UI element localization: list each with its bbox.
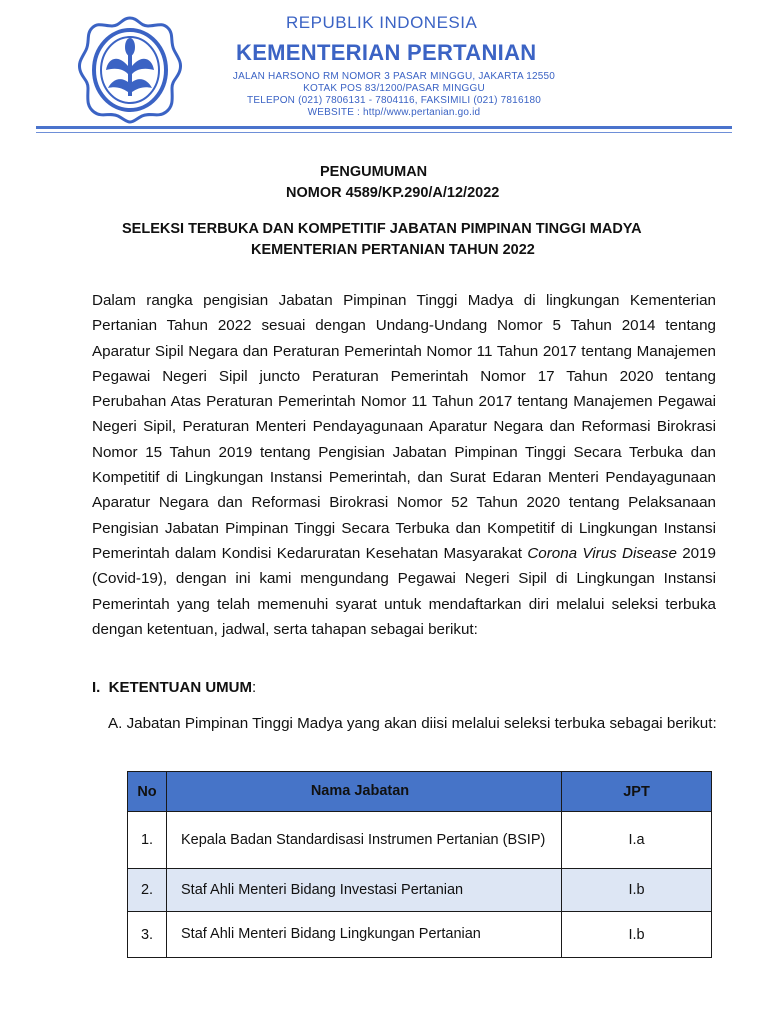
positions-table xyxy=(127,771,712,958)
po-box-line: KOTAK POS 83/1200/PASAR MINGGU xyxy=(303,83,485,94)
announcement-title-line1: SELEKSI TERBUKA DAN KOMPETITIF JABATAN PIMPINAN TINGGI MADYA xyxy=(122,221,642,237)
table-row xyxy=(128,812,712,869)
header-jpt: JPT xyxy=(562,772,712,812)
table-header-row xyxy=(128,772,712,812)
ministry-name: KEMENTERIAN PERTANIAN xyxy=(236,40,537,65)
row-position-name: Staf Ahli Menteri Bidang Investasi Pertanian xyxy=(167,869,562,912)
row-jpt: I.b xyxy=(562,869,712,912)
row-jpt: I.b xyxy=(562,912,712,958)
announcement-label: PENGUMUMAN xyxy=(320,164,428,180)
header-no: No xyxy=(128,772,167,812)
row-position-name: Kepala Badan Standardisasi Instrumen Pertanian (BSIP) xyxy=(167,812,562,869)
row-no: 3. xyxy=(128,912,167,958)
intro-text-part2: 2019 (Covid-19), dengan ini kami mengundang Pegawai Negeri Sipil di Lingkungan Instansi Pemerintah yang telah memenuhi syarat untuk mendaftarkan diri melalui seleksi terbuka dengan ketentuan, jadwal, serta tahapan sebagai berikut: xyxy=(92,544,716,638)
intro-paragraph xyxy=(92,288,716,642)
address-line: JALAN HARSONO RM NOMOR 3 PASAR MINGGU, JAKARTA 12550 xyxy=(232,71,556,82)
announcement-title-line2: KEMENTERIAN PERTANIAN TAHUN 2022 xyxy=(251,242,535,258)
section-heading-text: I. KETENTUAN UMUM xyxy=(92,679,252,696)
row-position-name: Staf Ahli Menteri Bidang Lingkungan Pertanian xyxy=(167,912,562,958)
letterhead xyxy=(0,0,768,140)
phone-line: TELEPON (021) 7806131 - 7804116, FAKSIMILI (021) 7816180 xyxy=(247,95,541,106)
intro-text-part1: Dalam rangka pengisian Jabatan Pimpinan Tinggi Madya di lingkungan Kementerian Pertanian Tahun 2022 sesuai dengan Undang-Undang Nomor 5 Tahun 2014 tentang Aparatur Sipil Negara dan Peraturan Pemerintah Nomor 11 Tahun 2017 tentang Manajemen Pegawai Negeri Sipil juncto Peraturan Pemerintah Nomor 17 Tahun 2020 tentang Perubahan Atas Peraturan Pemerintah Nomor 11 Tahun 2017 tentang Manajemen Pegawai Negeri Sipil, Peraturan Menteri Pendayagunaan Aparatur Negara dan Reformasi Birokrasi Nomor 15 Tahun 2019 tentang Pengisian Jabatan Pimpinan Tinggi Secara Terbuka dan Kompetitif di Lingkungan Instansi Pemerintah, dan Surat Edaran Menteri Pendayagunaan Aparatur Negara dan Reformasi Birokrasi Nomor 52 Tahun 2020 tentang Pelaksanaan Pengisian Jabatan Pimpinan Tinggi Secara Terbuka dan Kompetitif di Lingkungan Instansi Pemerintah dalam Kondisi Kedaruratan Kesehatan Masyarakat xyxy=(92,292,716,562)
row-no: 1. xyxy=(128,812,167,869)
ministry-seal-icon xyxy=(78,14,182,124)
letterhead-divider-thin xyxy=(36,132,732,133)
table-row xyxy=(128,869,712,912)
row-no: 2. xyxy=(128,869,167,912)
header-position-name: Nama Jabatan xyxy=(167,772,562,812)
section-heading-colon: : xyxy=(252,679,257,696)
country-name: REPUBLIK INDONESIA xyxy=(286,13,478,32)
row-jpt: I.a xyxy=(562,812,712,869)
item-a-text: A. Jabatan Pimpinan Tinggi Madya yang akan diisi melalui seleksi terbuka sebagai berikut: xyxy=(108,715,717,732)
section-heading xyxy=(92,679,256,696)
intro-italic-term: Corona Virus Disease xyxy=(527,544,677,562)
website-line: WEBSITE : http//www.pertanian.go.id xyxy=(307,107,481,118)
table-row xyxy=(128,912,712,958)
letterhead-divider xyxy=(36,126,732,129)
announcement-number: NOMOR 4589/KP.290/A/12/2022 xyxy=(286,185,500,201)
